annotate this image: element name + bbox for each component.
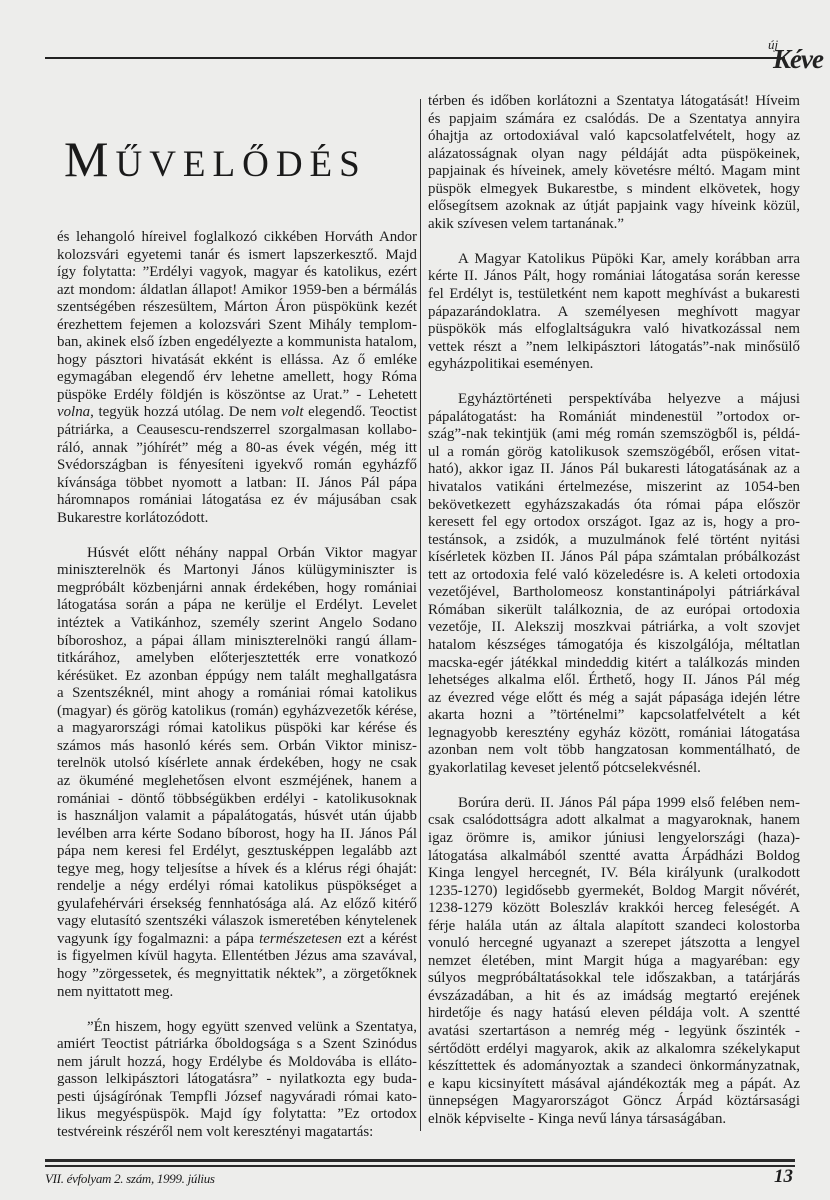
text-line bbox=[57, 931, 417, 949]
text-line: nem nyittatott meg. bbox=[57, 983, 174, 1000]
text-line: pápazarándoklatra. A személyesen meghívott magyar bbox=[428, 303, 800, 320]
header-rule bbox=[45, 57, 785, 59]
text-line: az ökuméné meglehetősen elvont eszméjének, hanem a bbox=[57, 772, 417, 789]
text-line: a Szentszéknél, mint ahogy a romániai római katolikus bbox=[57, 685, 417, 702]
text-line: háromnapos romániai látogatása ez év májusában csak bbox=[57, 492, 417, 509]
text-line: egyházpolitikai eseményen. bbox=[428, 356, 594, 373]
text-line: akik szívesen velem tartanának.” bbox=[428, 215, 624, 232]
text-line: alázatosságnak olyan nagy példáját adta püspökeinek, bbox=[428, 145, 800, 162]
text-line: ráló, annak ”jóhírét” még a 80-as évek végén, még itt bbox=[57, 439, 417, 456]
text-segment: vagyunk így fogalmazni: a pápa bbox=[57, 930, 260, 947]
italic-text: volna bbox=[57, 404, 91, 421]
text-line: Rómában sikerült találkoznia, de az európai ortodoxia bbox=[428, 601, 800, 618]
text-line: látogatása alkalmából szentté avatta Árpádházi Boldog bbox=[428, 847, 800, 864]
text-line: pápa nem keresi fel Erdélyt, gesztusképpen legalább azt bbox=[57, 843, 417, 860]
text-line: akarta hozni a ”történelmi” kapcsolatfelvételt a két bbox=[428, 707, 800, 724]
paragraph bbox=[428, 391, 800, 777]
text-line: Kinga lengyel hercegnét, IV. Béla királyunk (uralkodott bbox=[428, 865, 800, 882]
text-line: kérte II. János Pált, hogy romániai látogatása során keresse bbox=[428, 268, 800, 285]
text-line: macska-egér játékkal mindeddig kitért a találkozás minden bbox=[428, 654, 800, 671]
text-line: érezhettem fejemen a kolozsvári Szent Mihály templom- bbox=[57, 316, 417, 333]
text-line: lehetséges alkalma elől. Érthető, hogy II. János Pál még bbox=[428, 672, 800, 689]
left-column bbox=[57, 229, 417, 1159]
text-line: hatalom készséges támogatója és kiszolgálója, méltatlan bbox=[428, 636, 800, 653]
text-line: intéztek a Vatikánhoz, személy szerint Angelo Sodano bbox=[57, 615, 417, 632]
text-segment: , tegyük hozzá utólag. De nem bbox=[90, 404, 282, 421]
text-line: ható), akkor igaz II. János Pál bukaresti látogatásának az a bbox=[428, 461, 800, 478]
issue-info: VII. évfolyam 2. szám, 1999. július bbox=[45, 1171, 215, 1186]
text-line: kísérletek közben II. János Pál pápa számtalan próbálkozást bbox=[428, 549, 800, 566]
text-line: megpróbált közbenjárni annak érdekében, hogy romániai bbox=[57, 579, 417, 596]
text-line: hogy ”zörgessetek, és megnyittatik néktek”, a zörgetőknek bbox=[57, 965, 417, 982]
text-line: rendelje a négy erdélyi római katolikus püspökséget a bbox=[57, 878, 417, 895]
text-line: számos más hasonló kérés sem. Orbán Viktor minisz- bbox=[57, 737, 417, 754]
text-line: hivatalos vatikáni értelmezése, miszerint az 1054-ben bbox=[428, 479, 800, 496]
italic-text: volt bbox=[281, 404, 304, 421]
column-divider bbox=[420, 99, 421, 1131]
text-line: legnagyobb keresztény egyház között, romániai látogatása bbox=[428, 724, 800, 741]
paragraph bbox=[428, 251, 800, 374]
text-line: látogatása során a pápa ne kerülje el Erdélyt. Levelet bbox=[57, 597, 417, 614]
text-segment: elegendő. Teoctist bbox=[303, 404, 417, 421]
text-line: (magyar) és görög katolikus (román) egyházvezetők kérése, bbox=[57, 702, 417, 719]
text-line: és papjaim számára ez csalódás. De a Szentatya annyira bbox=[428, 110, 800, 127]
text-line: püspöke Erdély földjén is köszöntse az Urat.” - Lehetett bbox=[57, 386, 417, 403]
text-line: is figyelmen kívül hagyta. Ellentétben Jézus ama szavával, bbox=[57, 948, 417, 965]
text-line: vezetője, II. Alekszij moszkvai pátriárka, a volt szovjet bbox=[428, 619, 800, 636]
text-line: ban, akinek első ízben engedélyezte a kommunista hatalom, bbox=[57, 334, 417, 351]
text-line bbox=[57, 404, 417, 422]
text-line: pesti újságírónak Tempfli József nagyváradi római kato- bbox=[57, 1088, 417, 1105]
text-line: Bukarestre korlátozódott. bbox=[57, 509, 209, 526]
text-line: Svédországban is fényesíteni igyekvő román egyházfő bbox=[57, 457, 417, 474]
text-line: sértődött erdélyi magyarok, akik az alkalomra székelykaput bbox=[428, 1040, 800, 1057]
text-line: elnök képviselte - Kinga nevű lánya társaságában. bbox=[428, 1110, 727, 1127]
text-line: Egyháztörténeti perspektívába helyezve a májusi bbox=[458, 391, 800, 408]
text-line: térben és időben korlátozni a Szentatya látogatását! Híveim bbox=[428, 93, 800, 109]
text-line: testvéreink részéről nem volt keresztényi magatartás: bbox=[57, 1123, 374, 1140]
text-line: A Magyar Katolikus Püpöki Kar, amely korábban arra bbox=[458, 250, 800, 267]
text-line: e kapu kicsinyített másával ajándékozták meg a pápát. Az bbox=[428, 1075, 800, 1092]
text-line: nem járult hozzá, hogy Erdélybe és Moldovába is elláto- bbox=[57, 1053, 417, 1070]
text-line: pápalátogatást: ha Romániát mindenestül ”ortodox or- bbox=[428, 408, 800, 425]
text-segment: ezt a kérést bbox=[341, 930, 418, 947]
text-line: vagy elutasító szentszéki válaszok ismeretében kénytelenek bbox=[57, 913, 417, 930]
title-rest: ŰVELŐDÉS bbox=[115, 144, 367, 185]
text-line: szentségében részesültem, Márton Áron püspökünk kezét bbox=[57, 299, 417, 316]
text-line: vezetőjével, Bartholomeosz konstantinápolyi pátriárkával bbox=[428, 584, 800, 601]
logo-main-text: Kéve bbox=[773, 44, 823, 74]
text-line: férje halála után az általa alapított szandeci kolostorba bbox=[428, 917, 800, 934]
text-line: egymagában elegendő érv lehetne amellett, hogy Róma bbox=[57, 369, 417, 386]
text-line: így folytatta: ”Erdélyi vagyok, magyar és katolikus, ezért bbox=[57, 264, 417, 281]
text-line: püspökök más elfoglaltságukra való hivatkozással nem bbox=[428, 321, 800, 338]
logo-small-text: új bbox=[768, 37, 779, 52]
italic-text: természetesen bbox=[259, 930, 342, 947]
text-line: szág”-nak tekintjük (ami még román szemszögből is, példá- bbox=[428, 426, 800, 443]
text-line: ul a román görög katolikusok szemszögéből, erősen vitat- bbox=[428, 443, 800, 460]
text-line: kérésüket. Ez azonban éppúgy nem talált meghallgatásra bbox=[57, 667, 417, 684]
text-line: kolozsvári egyetemi tanár és ismert lapszerkesztő. Majd bbox=[57, 246, 417, 263]
text-line: a magyarországi római katolikus püspöki kar kérése és bbox=[57, 720, 417, 737]
footer-rule bbox=[45, 1159, 795, 1162]
text-line: papjainak és híveinek, amely követésre méltó. Magam mint bbox=[428, 163, 800, 180]
text-line: kívánsága többet nyomott a latban: II. János Pál pápa bbox=[57, 474, 417, 491]
text-line: elősegítsem azoknak az útját papjaink vagy híveink közül, bbox=[428, 198, 800, 215]
text-line: likus megyéspüspök. Majd így folytatta: ”Ez ortodox bbox=[57, 1106, 417, 1123]
text-line: ünnepségen Magyarországot Göncz Árpád köztársasági bbox=[428, 1093, 800, 1110]
text-line: évszázadában, a hit és az imádság megtartó erejének bbox=[428, 987, 800, 1004]
text-line: nemzet életében, mint Margit húga a magyaréban: egy bbox=[428, 952, 800, 969]
text-line: Borúra derü. II. János Pál pápa 1999 első felében nem- bbox=[458, 794, 800, 811]
text-line: 1235-1270) legidősebb gyermekét, Boldog Margit nővérét, bbox=[428, 882, 800, 899]
text-line: titkárához, amelyben előterjesztették erre vonatkozó bbox=[57, 650, 417, 667]
text-line: avatási szertartáson a nemrég még - legyünk őszinték - bbox=[428, 1022, 800, 1039]
paragraph bbox=[428, 93, 800, 233]
text-line: azt mondom: áldatlan állapot! Amikor 1959-ben a bérmálás bbox=[57, 281, 417, 298]
text-line: vonuló hercegné ugyanazt a szerepet játszotta a lengyel bbox=[428, 935, 800, 952]
text-line: 1238-1279 között Boleszláv krakkói herceg feleségét. A bbox=[428, 900, 800, 917]
text-line: keresett fel egy ortodox országot. Igaz az is, hogy a pro- bbox=[428, 514, 800, 531]
text-line: igaz örömre is, amikor júniusi lengyelországi (haza)- bbox=[428, 829, 800, 846]
text-line: levélben arra kérte Sodano bíborost, hogy ha II. János Pál bbox=[57, 825, 417, 842]
text-line: és lehangoló híreivel foglalkozó cikkében Horváth Andor bbox=[57, 229, 417, 245]
section-title bbox=[64, 130, 367, 188]
paragraph bbox=[57, 545, 417, 1001]
page-number: 13 bbox=[774, 1166, 793, 1187]
text-line: az évezred vége előtt és még a saját pápasága idején létre bbox=[428, 689, 800, 706]
text-line: Húsvét előtt néhány nappal Orbán Viktor magyar bbox=[87, 544, 417, 561]
text-line: miniszterelnök és Martonyi János külügyminiszter is bbox=[57, 562, 417, 579]
text-line: gyulafehérvári érsekség fennhatósága alá. Az előző kitérő bbox=[57, 895, 417, 912]
text-line: csak csalódottságra adott alkalmat a magyaroknak, hanem bbox=[428, 812, 800, 829]
footer-rule bbox=[45, 1165, 795, 1167]
text-line: óhajtja az ortodoxiával való kapcsolatfelvételt, hogy az bbox=[428, 128, 800, 145]
text-line: bekövetkezett egyházszakadás óta római pápa először bbox=[428, 496, 800, 513]
text-line: fel Erdélyt is, testületként nem kapott meghívást a bukaresti bbox=[428, 286, 800, 303]
title-initial: M bbox=[64, 131, 116, 187]
text-line: is használjon valamit a pápalátogatás, húsvét után újabb bbox=[57, 808, 417, 825]
text-line: pátriárka, a Ceausescu-rendszerrel szorgalmasan kollabo- bbox=[57, 422, 417, 439]
text-line: gyakorlatilag keveset jelentő pótcselekvésnél. bbox=[428, 759, 701, 776]
paragraph bbox=[57, 1019, 417, 1142]
text-line: tegye meg, hogy teljesítse a hívek és a klérus régi óhaját: bbox=[57, 860, 417, 877]
text-line: terelnök utolsó kísérlete annak érdekében, hogy ne csak bbox=[57, 755, 417, 772]
text-line: vettek részt a ”nem lelkipásztori látogatás”-nak minősülő bbox=[428, 338, 800, 355]
right-column bbox=[428, 93, 800, 1146]
text-line: azonban nem volt több hangzatosan kommentálható, de bbox=[428, 742, 800, 759]
text-line: ”Én hiszem, hogy együtt szenved velünk a Szentatya, bbox=[87, 1018, 417, 1035]
paragraph bbox=[428, 795, 800, 1128]
text-line: romániai - döntő többségükben erdélyi - katolikusoknak bbox=[57, 790, 417, 807]
text-line: készíttettek és adományoztak a szandeci önkormányzatnak, bbox=[428, 1058, 800, 1075]
text-line: gasson lelkipásztori látogatásra” - nyilatkozta egy buda- bbox=[57, 1071, 417, 1088]
text-line: súlyos megpróbáltatásokkal tele időszakban, a tatárjárás bbox=[428, 970, 800, 987]
text-line: hirdetője és nagy hatású eleven példája volt. A szentté bbox=[428, 1005, 800, 1022]
paragraph bbox=[57, 229, 417, 527]
text-line: testánsok, a zsidók, a muzulmánok felé történt nyitási bbox=[428, 531, 800, 548]
text-line: amiért Teoctist pátriárka őboldogsága s a Szent Szinódus bbox=[57, 1036, 417, 1053]
text-line: hogy pásztori hivatását ekként is ellássa. Az ő emléke bbox=[57, 351, 417, 368]
text-line: püspök elmegyek Bukarestbe, s mindent elkövetek, hogy bbox=[428, 180, 800, 197]
text-line: tett az ortodoxia felé való közeledésre is. A keleti ortodoxia bbox=[428, 566, 800, 583]
text-line: bíboroshoz, a pápai állam miniszterelnöki rangú állam- bbox=[57, 632, 417, 649]
